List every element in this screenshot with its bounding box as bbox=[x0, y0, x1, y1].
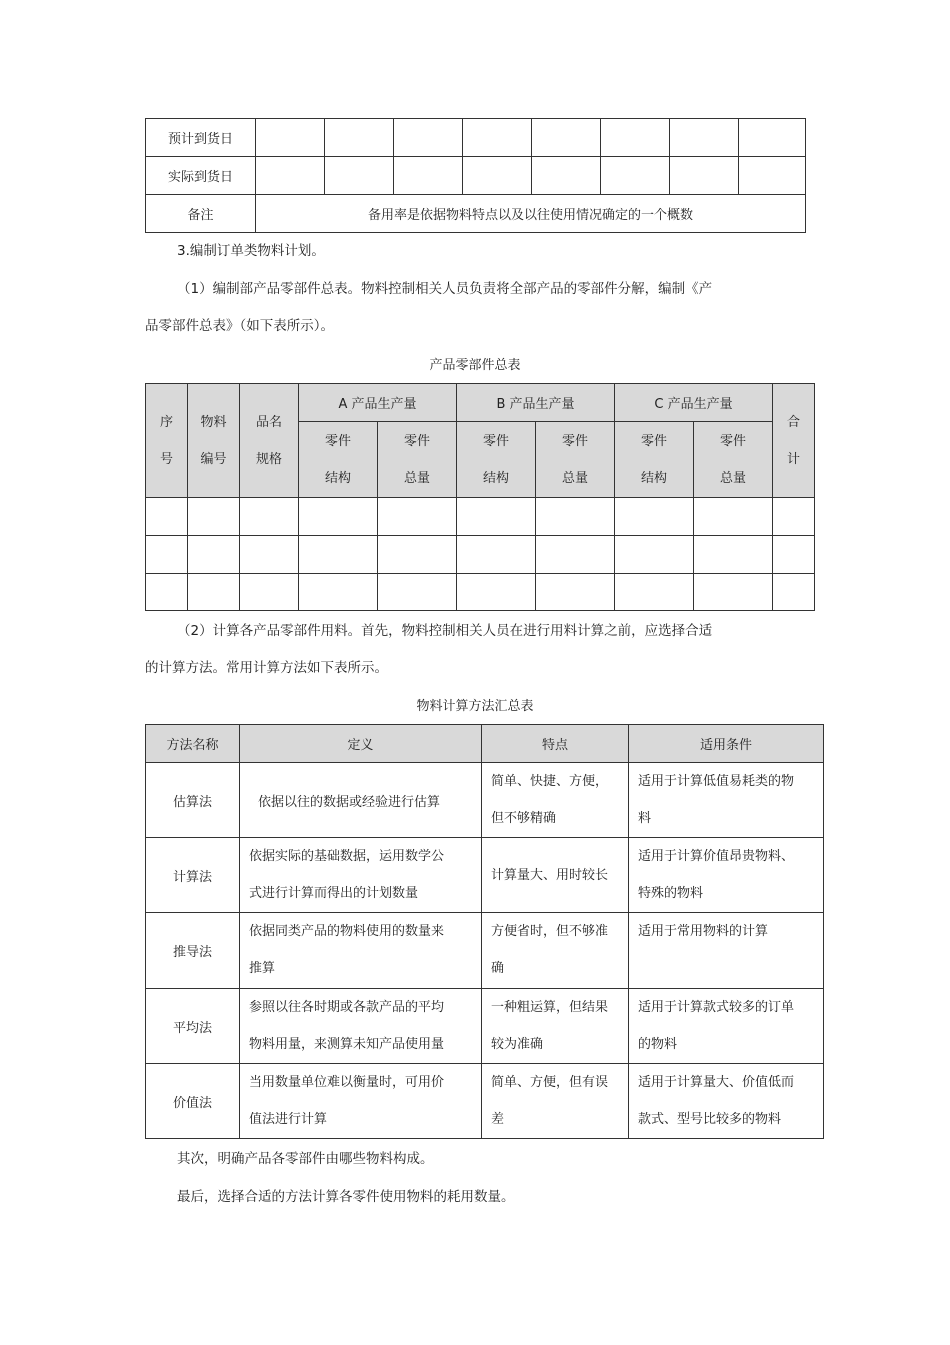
method-definition: 依据实际的基础数据，运用数学公 式进行计算而得出的计划数量 bbox=[240, 838, 482, 913]
paragraph-1a: （1）编制部产品零部件总表。物料控制相关人员负责将全部产品的零部件分解，编制《产 bbox=[177, 281, 713, 297]
methods-table-caption: 物料计算方法汇总表 bbox=[416, 699, 534, 714]
header-b-output: B 产品生产量 bbox=[457, 384, 615, 422]
paragraph-3: 3.编制订单类物料计划。 bbox=[177, 243, 325, 259]
header-method-name: 方法名称 bbox=[146, 725, 240, 763]
table-row bbox=[146, 1064, 824, 1139]
expected-arrival-label: 预计到货日 bbox=[146, 119, 256, 157]
table-row bbox=[146, 989, 824, 1064]
note-label: 备注 bbox=[146, 195, 256, 233]
actual-arrival-label: 实际到货日 bbox=[146, 157, 256, 195]
method-conditions: 适用于计算低值易耗类的物 料 bbox=[629, 763, 824, 838]
method-name: 价值法 bbox=[146, 1064, 240, 1139]
method-name: 估算法 bbox=[146, 763, 240, 838]
method-definition: 参照以往各时期或各款产品的平均 物料用量，来测算未知产品使用量 bbox=[240, 989, 482, 1064]
paragraph-2b: 的计算方法。常用计算方法如下表所示。 bbox=[145, 660, 388, 676]
paragraph-2a: （2）计算各产品零部件用料。首先，物料控制相关人员在进行用料计算之前，应选择合适 bbox=[177, 623, 713, 639]
header-conditions: 适用条件 bbox=[629, 725, 824, 763]
paragraph-last: 最后，选择合适的方法计算各零件使用物料的耗用数量。 bbox=[177, 1189, 515, 1205]
table-row bbox=[146, 913, 824, 989]
note-text: 备用率是依据物料特点以及以往使用情况确定的一个概数 bbox=[256, 195, 806, 233]
header-code: 物料 编号 bbox=[188, 384, 240, 498]
header-features: 特点 bbox=[482, 725, 629, 763]
method-definition: 依据同类产品的物料使用的数量来 推算 bbox=[240, 913, 482, 989]
arrival-date-table bbox=[145, 118, 806, 233]
table-row bbox=[146, 763, 824, 838]
paragraph-next: 其次，明确产品各零部件由哪些物料构成。 bbox=[177, 1151, 434, 1167]
parts-table-caption: 产品零部件总表 bbox=[429, 358, 521, 373]
table-row bbox=[146, 498, 815, 536]
method-features: 一种粗运算，但结果 较为准确 bbox=[482, 989, 629, 1064]
method-conditions: 适用于计算量大、价值低而 款式、型号比较多的物料 bbox=[629, 1064, 824, 1139]
method-features: 方便省时，但不够准 确 bbox=[482, 913, 629, 989]
method-conditions: 适用于计算价值昂贵物料、 特殊的物料 bbox=[629, 838, 824, 913]
header-a-output: A 产品生产量 bbox=[299, 384, 457, 422]
method-name: 推导法 bbox=[146, 913, 240, 989]
sub-c-quantity: 零件 总量 bbox=[694, 422, 773, 498]
table-row bbox=[146, 838, 824, 913]
sub-a-quantity: 零件 总量 bbox=[378, 422, 457, 498]
header-seq: 序 号 bbox=[146, 384, 188, 498]
method-features: 计算量大、用时较长 bbox=[482, 838, 629, 913]
method-features: 简单、方便，但有误 差 bbox=[482, 1064, 629, 1139]
header-c-output: C 产品生产量 bbox=[615, 384, 773, 422]
method-conditions: 适用于常用物料的计算 bbox=[629, 913, 824, 989]
method-conditions: 适用于计算款式较多的订单 的物料 bbox=[629, 989, 824, 1064]
sub-c-structure: 零件 结构 bbox=[615, 422, 694, 498]
methods-summary-table bbox=[145, 724, 824, 1139]
table-row bbox=[146, 536, 815, 574]
sub-a-structure: 零件 结构 bbox=[299, 422, 378, 498]
method-name: 平均法 bbox=[146, 989, 240, 1064]
header-spec: 品名 规格 bbox=[240, 384, 299, 498]
sub-b-structure: 零件 结构 bbox=[457, 422, 536, 498]
method-name: 计算法 bbox=[146, 838, 240, 913]
sub-b-quantity: 零件 总量 bbox=[536, 422, 615, 498]
header-total: 合 计 bbox=[773, 384, 815, 498]
header-definition: 定义 bbox=[240, 725, 482, 763]
parts-summary-table bbox=[145, 383, 815, 611]
method-definition: 当用数量单位难以衡量时，可用价 值法进行计算 bbox=[240, 1064, 482, 1139]
method-features: 简单、快捷、方便， 但不够精确 bbox=[482, 763, 629, 838]
paragraph-1b: 品零部件总表》（如下表所示）。 bbox=[145, 318, 334, 334]
method-definition: 依据以往的数据或经验进行估算 bbox=[240, 763, 482, 838]
table-row bbox=[146, 574, 815, 611]
